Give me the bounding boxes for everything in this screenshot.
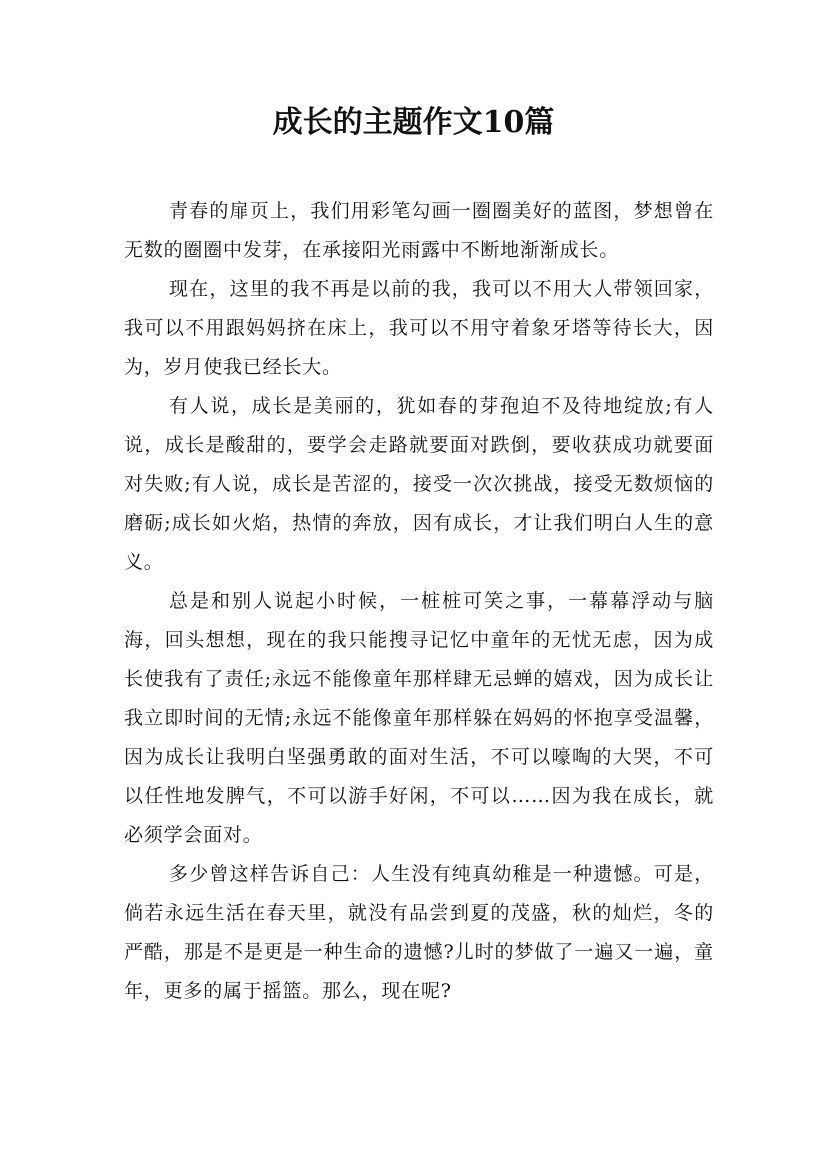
paragraph-5: 多少曾这样告诉自己：人生没有纯真幼稚是一种遗憾。可是，倘若永远生活在春天里，就没有品尝到夏的茂盛，秋的灿烂，冬的严酷，那是不是更是一种生命的遗憾?儿时的梦做了一遍又一遍，童年，更多的属于摇篮。那么，现在呢? xyxy=(124,863,714,1002)
document-title: 成长的主题作文10篇 xyxy=(272,105,555,140)
document-body xyxy=(124,192,714,1011)
paragraph-1: 青春的扉页上，我们用彩笔勾画一圈圈美好的蓝图，梦想曾在无数的圈圈中发芽，在承接阳光雨露中不断地渐渐成长。 xyxy=(124,200,714,261)
paragraph-3: 有人说，成长是美丽的，犹如春的芽孢迫不及待地绽放;有人说，成长是酸甜的，要学会走路就要面对跌倒，要收获成功就要面对失败;有人说，成长是苦涩的，接受一次次挑战，接受无数烦恼的磨砺;成长如火焰，热情的奔放，因有成长，才让我们明白人生的意义。 xyxy=(124,395,714,573)
paragraph-2: 现在，这里的我不再是以前的我，我可以不用大人带领回家，我可以不用跟妈妈挤在床上，我可以不用守着象牙塔等待长大，因为，岁月使我已经长大。 xyxy=(124,278,714,378)
paragraph-4: 总是和别人说起小时候，一桩桩可笑之事，一幕幕浮动与脑海，回头想想，现在的我只能搜寻记忆中童年的无忧无虑，因为成长使我有了责任;永远不能像童年那样肆无忌蝉的嬉戏，因为成长让我立即时间的无情;永远不能像童年那样躲在妈妈的怀抱享受温馨，因为成长让我明白坚强勇敢的面对生活，不可以嚎啕的大哭，不可以任性地发脾气，不可以游手好闲，不可以……因为我在成长，就必须学会面对。 xyxy=(124,590,714,846)
